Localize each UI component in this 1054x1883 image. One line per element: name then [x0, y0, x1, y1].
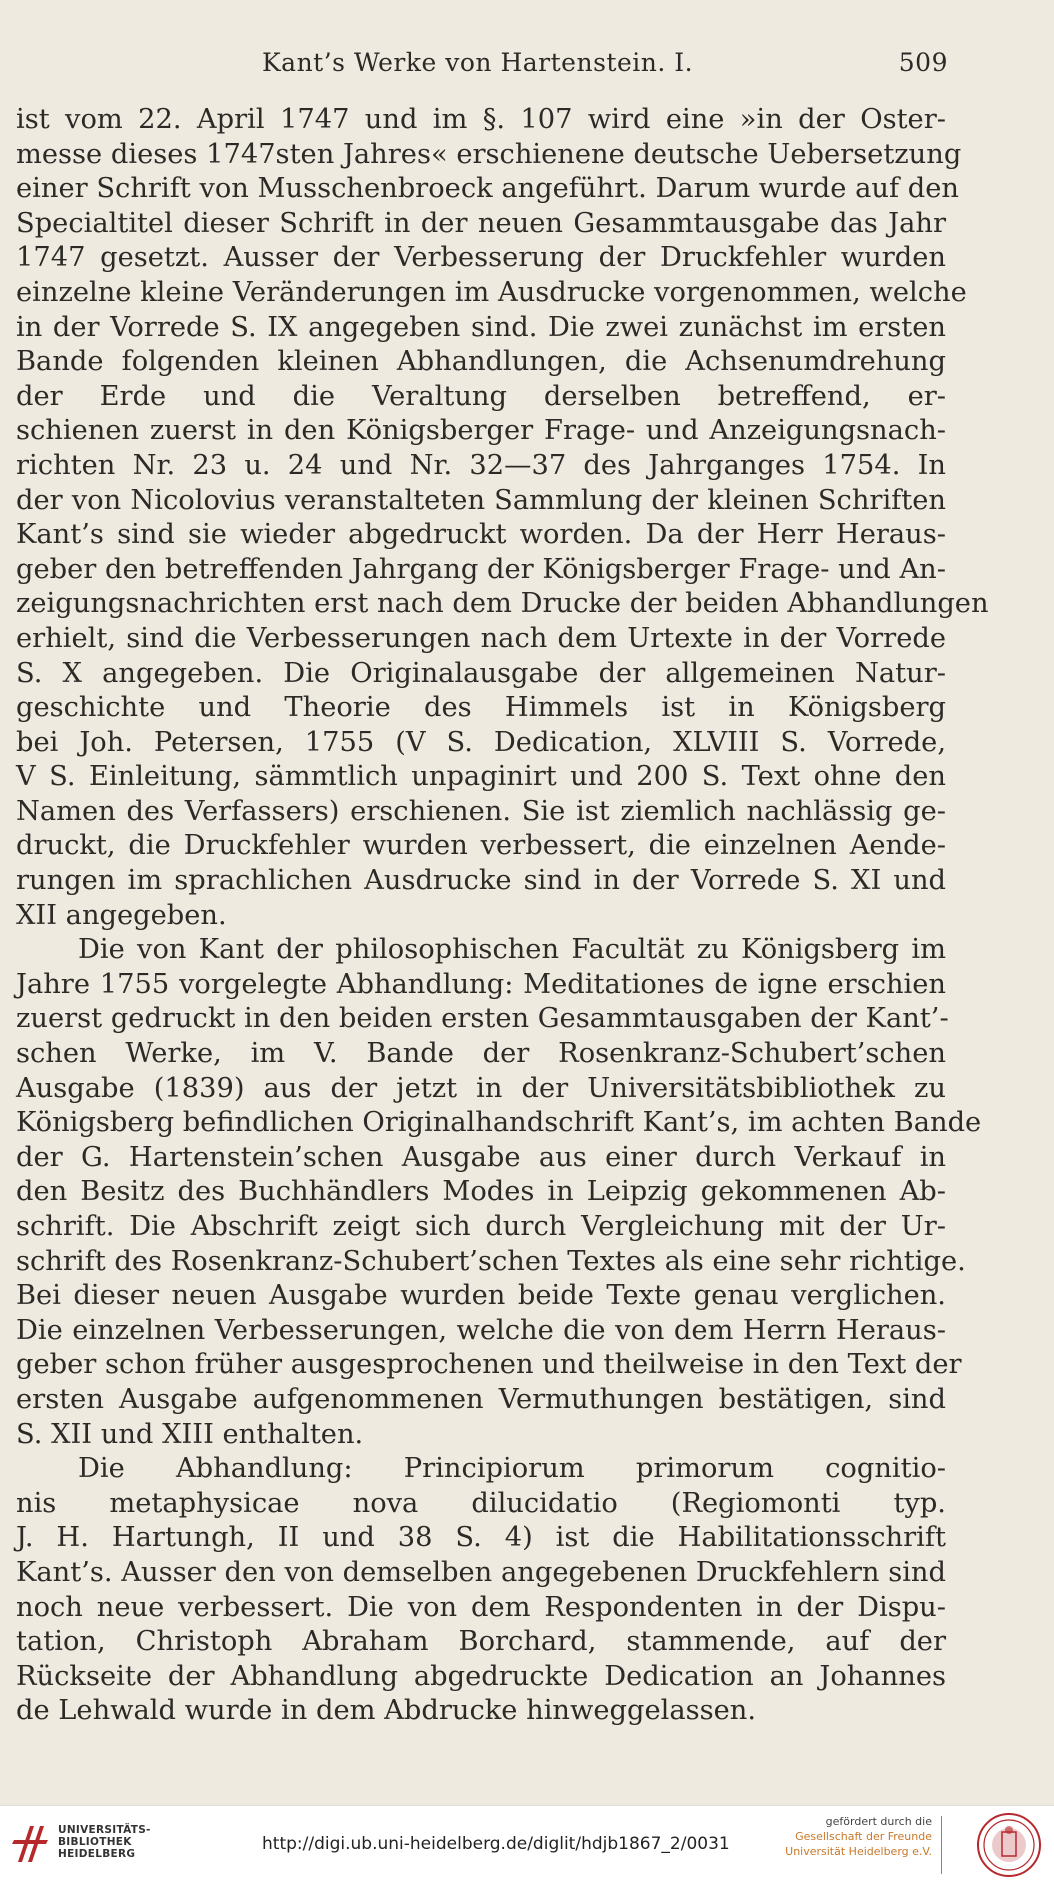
- text-line: ist vom 22. April 1747 und im §. 107 wird eine »in der Oster-: [16, 104, 946, 135]
- text-line: einzelne kleine Veränderungen im Ausdrucke vorgenommen, welche: [16, 276, 967, 308]
- sponsor-credit: gefördert durch die Gesellschaft der Freunde Universität Heidelberg e.V.: [785, 1815, 932, 1858]
- text-line: Jahre 1755 vorgelegte Abhandlung: Meditationes de igne erschien: [16, 968, 946, 1000]
- text-line: noch neue verbessert. Die von dem Respondenten in der Dispu-: [16, 1591, 946, 1623]
- text-line: druckt, die Druckfehler wurden verbessert, die einzelnen Aende-: [16, 830, 946, 862]
- paragraph-start-line: Die von Kant der philosophischen Facultät zu Königsberg im: [78, 934, 946, 966]
- university-seal-icon: [976, 1812, 1042, 1878]
- text-line: Rückseite der Abhandlung abgedruckte Dedication an Johannes: [16, 1660, 946, 1692]
- permalink-url[interactable]: http://digi.ub.uni-heidelberg.de/diglit/hdjb1867_2/0031: [262, 1834, 730, 1854]
- text-line: zuerst gedruckt in den beiden ersten Gesammtausgaben der Kant’-: [16, 1003, 949, 1035]
- text-line: geschichte und Theorie des Himmels ist in Königsberg: [16, 692, 946, 724]
- text-line: richten Nr. 23 u. 24 und Nr. 32—37 des Jahrganges 1754. In: [16, 449, 946, 481]
- text-line: Namen des Verfassers) erschienen. Sie ist ziemlich nachlässig ge-: [16, 795, 946, 827]
- digitization-footer: [0, 1805, 1054, 1883]
- text-line: Ausgabe (1839) aus der jetzt in der Universitätsbibliothek zu: [16, 1072, 946, 1104]
- text-line: einer Schrift von Musschenbroeck angeführt. Darum wurde auf den: [16, 173, 959, 205]
- text-line: zeigungsnachrichten erst nach dem Drucke der beiden Abhandlungen: [16, 588, 989, 620]
- paragraph-start-line: Die Abhandlung: Principiorum primorum cognitio-: [78, 1453, 946, 1485]
- text-line: der G. Hartenstein’schen Ausgabe aus einer durch Verkauf in: [16, 1141, 946, 1173]
- text-line: messe dieses 1747sten Jahres« erschienene deutsche Uebersetzung: [16, 138, 962, 170]
- text-line: ersten Ausgabe aufgenommenen Vermuthungen bestätigen, sind: [16, 1383, 946, 1415]
- text-line: de Lehwald wurde in dem Abdrucke hinweggelassen.: [16, 1695, 757, 1727]
- text-line: V S. Einleitung, sämmtlich unpaginirt und 200 S. Text ohne den: [16, 761, 946, 793]
- body-text: [16, 103, 989, 1729]
- text-line: Die einzelnen Verbesserungen, welche die von dem Herrn Heraus-: [16, 1314, 946, 1346]
- text-line: rungen im sprachlichen Ausdrucke sind in der Vorrede S. XI und: [16, 865, 946, 897]
- text-line: geber schon früher ausgesprochenen und theilweise in den Text der: [16, 1349, 962, 1381]
- text-line: erhielt, sind die Verbesserungen nach dem Urtexte in der Vorrede: [16, 622, 946, 654]
- text-line: der Erde und die Veraltung derselben betreffend, er-: [16, 380, 946, 412]
- running-title: Kant’s Werke von Hartenstein. I.: [262, 48, 694, 77]
- text-line: der von Nicolovius veranstalteten Sammlung der kleinen Schriften: [16, 484, 946, 516]
- text-line: XII angegeben.: [16, 899, 227, 931]
- text-line: nis metaphysicae nova dilucidatio (Regiomonti typ.: [16, 1487, 946, 1519]
- text-line: 1747 gesetzt. Ausser der Verbesserung der Druckfehler wurden: [16, 242, 946, 274]
- text-line: S. XII und XIII enthalten.: [16, 1418, 364, 1450]
- university-library-logo-icon[interactable]: [12, 1820, 52, 1868]
- running-header: [0, 48, 1054, 88]
- footer-divider: [941, 1816, 942, 1874]
- text-line: bei Joh. Petersen, 1755 (V S. Dedication, XLVIII S. Vorrede,: [16, 726, 946, 758]
- text-line: Königsberg befindlichen Originalhandschrift Kant’s, im achten Bande: [16, 1107, 982, 1139]
- text-line: Kant’s sind sie wieder abgedruckt worden. Da der Herr Heraus-: [16, 519, 946, 551]
- text-line: schrift des Rosenkranz-Schubert’schen Textes als eine sehr richtige.: [16, 1245, 966, 1277]
- text-line: Bande folgenden kleinen Abhandlungen, die Achsenumdrehung: [16, 346, 946, 378]
- text-line: S. X angegeben. Die Originalausgabe der allgemeinen Natur-: [16, 657, 946, 689]
- text-line: Kant’s. Ausser den von demselben angegebenen Druckfehlern sind: [16, 1556, 946, 1588]
- text-line: Bei dieser neuen Ausgabe wurden beide Texte genau verglichen.: [16, 1280, 946, 1312]
- page-number: 509: [898, 48, 948, 77]
- text-line: schen Werke, im V. Bande der Rosenkranz-Schubert’schen: [16, 1038, 946, 1070]
- library-name: UNIVERSITÄTS- BIBLIOTHEK HEIDELBERG: [58, 1824, 151, 1860]
- text-line: den Besitz des Buchhändlers Modes in Leipzig gekommenen Ab-: [16, 1176, 946, 1208]
- text-line: schienen zuerst in den Königsberger Frage- und Anzeigungsnach-: [16, 415, 946, 447]
- text-line: J. H. Hartungh, II und 38 S. 4) ist die Habilitationsschrift: [16, 1522, 946, 1554]
- text-line: tation, Christoph Abraham Borchard, stammende, auf der: [16, 1626, 946, 1658]
- text-line: schrift. Die Abschrift zeigt sich durch Vergleichung mit der Ur-: [16, 1211, 946, 1242]
- text-line: in der Vorrede S. IX angegeben sind. Die zwei zunächst im ersten: [16, 311, 946, 343]
- text-line: geber den betreffenden Jahrgang der Königsberger Frage- und An-: [16, 553, 946, 585]
- text-line: Specialtitel dieser Schrift in der neuen Gesammtausgabe das Jahr: [16, 207, 946, 239]
